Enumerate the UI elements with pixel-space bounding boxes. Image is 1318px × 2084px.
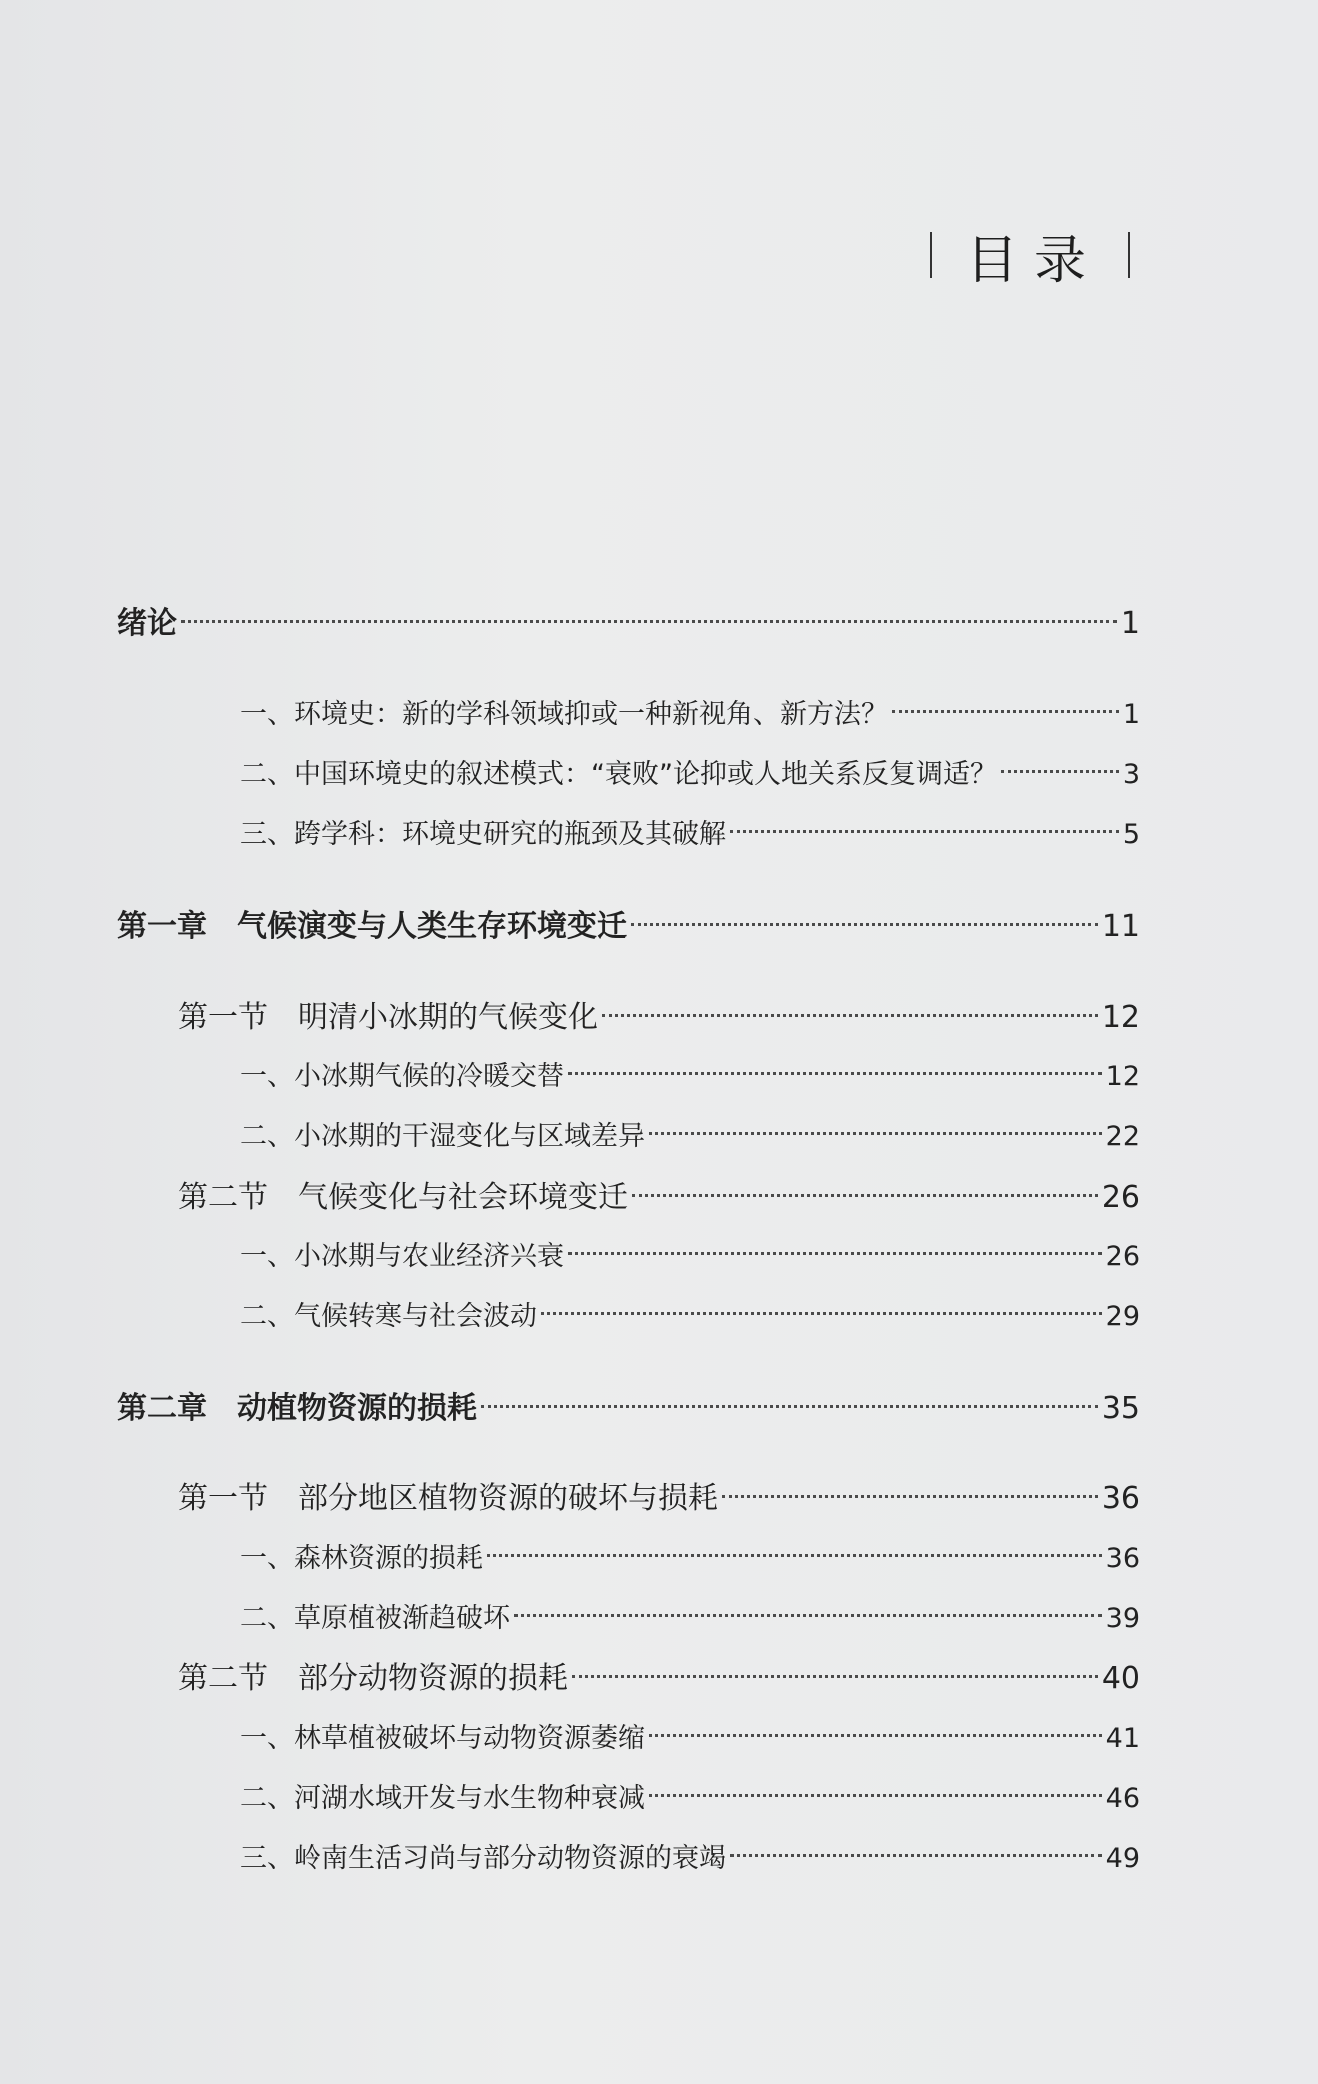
toc-page-number: 49 [1105, 1843, 1140, 1874]
toc-page-number: 11 [1101, 909, 1140, 944]
toc-page-number: 12 [1101, 1000, 1140, 1035]
toc-subsection-entry[interactable] [240, 1837, 1140, 1881]
toc-page-number: 22 [1105, 1121, 1140, 1152]
toc-chapter-entry[interactable] [117, 1387, 1140, 1431]
toc-entry-label: 第一节 明清小冰期的气候变化 [178, 1000, 598, 1035]
toc-page-number: 26 [1105, 1241, 1140, 1272]
toc-entry-label: 一、林草植被破坏与动物资源萎缩 [240, 1723, 645, 1754]
toc-entry-label: 三、跨学科：环境史研究的瓶颈及其破解 [240, 819, 726, 850]
toc-subsection-entry[interactable] [240, 1235, 1140, 1279]
dot-leader [602, 1014, 1098, 1017]
dot-leader [649, 1132, 1102, 1135]
toc-page-number: 36 [1101, 1481, 1140, 1516]
toc-section-entry[interactable] [178, 1477, 1140, 1521]
toc-page-number: 12 [1105, 1061, 1140, 1092]
toc-page-number: 29 [1105, 1301, 1140, 1332]
dot-leader [572, 1675, 1098, 1678]
toc-subsection-entry[interactable] [240, 1115, 1140, 1159]
dot-leader [632, 1194, 1098, 1197]
toc-subsection-entry[interactable] [240, 1777, 1140, 1821]
toc-page-number: 1 [1120, 606, 1140, 641]
toc-subsection-entry[interactable] [240, 1537, 1140, 1581]
toc-section-entry[interactable] [178, 996, 1140, 1040]
toc-entry-label: 绪论 [117, 606, 177, 641]
toc-chapter-entry[interactable] [117, 905, 1140, 949]
toc-page-number: 35 [1101, 1391, 1140, 1426]
toc-subsection-entry[interactable] [240, 753, 1140, 797]
dot-leader [892, 710, 1119, 713]
toc-entry-label: 一、小冰期气候的冷暖交替 [240, 1061, 564, 1092]
toc-subsection-entry[interactable] [240, 693, 1140, 737]
dot-leader [568, 1252, 1102, 1255]
toc-entry-label: 第二节 部分动物资源的损耗 [178, 1661, 568, 1696]
dot-leader [1001, 770, 1119, 773]
toc-entry-label: 二、河湖水域开发与水生物种衰减 [240, 1783, 645, 1814]
toc-page-number: 1 [1122, 699, 1140, 730]
toc-entry-label: 二、中国环境史的叙述模式：“衰败”论抑或人地关系反复调适？ [240, 759, 997, 790]
dot-leader [487, 1554, 1102, 1557]
dot-leader [181, 620, 1117, 623]
toc-subsection-entry[interactable] [240, 1717, 1140, 1761]
toc-page-number: 36 [1105, 1543, 1140, 1574]
toc-entry-label: 一、环境史：新的学科领域抑或一种新视角、新方法？ [240, 699, 888, 730]
dot-leader [631, 923, 1098, 926]
toc-entry-label: 二、小冰期的干湿变化与区域差异 [240, 1121, 645, 1152]
toc-entry-label: 三、岭南生活习尚与部分动物资源的衰竭 [240, 1843, 726, 1874]
toc-page-number: 46 [1105, 1783, 1140, 1814]
dot-leader [514, 1614, 1102, 1617]
toc-subsection-entry[interactable] [240, 813, 1140, 857]
page-title: 目录 [965, 230, 1102, 291]
toc-entry-label: 二、草原植被渐趋破坏 [240, 1603, 510, 1634]
dot-leader [730, 1854, 1102, 1857]
dot-leader [722, 1495, 1098, 1498]
dot-leader [649, 1734, 1102, 1737]
toc-entry-label: 第一节 部分地区植物资源的破坏与损耗 [178, 1481, 718, 1516]
toc-entry-label: 第二章 动植物资源的损耗 [117, 1391, 477, 1426]
dot-leader [481, 1405, 1098, 1408]
toc-subsection-entry[interactable] [240, 1295, 1140, 1339]
toc-entry-label: 第二节 气候变化与社会环境变迁 [178, 1180, 628, 1215]
dot-leader [568, 1072, 1102, 1075]
toc-page-number: 39 [1105, 1603, 1140, 1634]
toc-page-number: 26 [1101, 1180, 1140, 1215]
dot-leader [649, 1794, 1102, 1797]
toc-page-number: 41 [1105, 1723, 1140, 1754]
toc-entry-label: 二、气候转寒与社会波动 [240, 1301, 537, 1332]
toc-entry-label: 第一章 气候演变与人类生存环境变迁 [117, 909, 627, 944]
toc-page-number: 3 [1122, 759, 1140, 790]
toc-section-entry[interactable] [178, 1176, 1140, 1220]
toc-section-entry[interactable] [178, 1657, 1140, 1701]
dot-leader [541, 1312, 1102, 1315]
toc-page-number: 40 [1101, 1661, 1140, 1696]
toc-entry-label: 一、森林资源的损耗 [240, 1543, 483, 1574]
toc-chapter-entry[interactable] [117, 602, 1140, 646]
toc-subsection-entry[interactable] [240, 1055, 1140, 1099]
toc-entry-label: 一、小冰期与农业经济兴衰 [240, 1241, 564, 1272]
toc-page-number: 5 [1122, 819, 1140, 850]
toc-subsection-entry[interactable] [240, 1597, 1140, 1641]
dot-leader [730, 830, 1119, 833]
